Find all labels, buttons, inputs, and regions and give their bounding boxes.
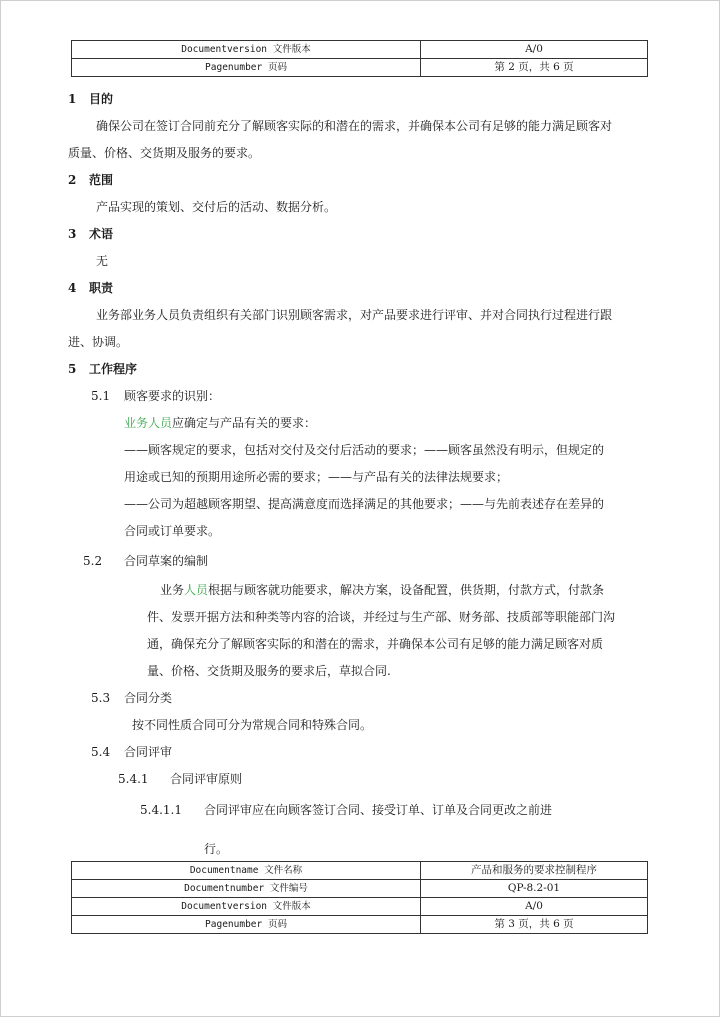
section-1-body-line: 确保公司在签订合同前充分了解顾客实际的和潜在的需求，并确保本公司有足够的能力满足顾客对 (96, 119, 613, 133)
highlighted-term: 人员 (184, 583, 209, 597)
subsection-5-4-1-heading: 5.4.1 合同评审原则 (118, 772, 243, 786)
table-row (72, 880, 648, 898)
table-row (72, 59, 648, 77)
table-row (72, 41, 648, 59)
section-4-body-line: 进、协调。 (68, 335, 129, 349)
section-4-body-line: 业务部业务人员负责组织有关部门识别顾客需求，对产品要求进行评审、并对合同执行过程进行跟 (96, 308, 613, 322)
header-info-table (71, 40, 648, 77)
doc-number-label: Documentnumber 文件编号 (72, 880, 421, 898)
table-row (72, 916, 648, 934)
section-1-heading: 1 目的 (68, 92, 114, 106)
page-number-label: Pagenumber 页码 (72, 916, 421, 934)
doc-version-label: Documentversion 文件版本 (72, 898, 421, 916)
doc-name-label: Documentname 文件名称 (72, 862, 421, 880)
subsection-5-1-intro: 业务人员应确定与产品有关的要求： (124, 416, 317, 430)
footer-info-table (71, 861, 648, 934)
doc-version-value: A/0 (421, 898, 648, 916)
section-2-body-line: 产品实现的策划、交付后的活动、数据分析。 (96, 200, 337, 214)
highlighted-term: 业务人员 (124, 416, 173, 430)
doc-name-value: 产品和服务的要求控制程序 (421, 862, 648, 880)
subsection-5-1-line: ——公司为超越顾客期望、提高满意度而选择满足的其他要求；——与先前表述存在差异的 (124, 497, 605, 511)
subsection-5-1-heading: 5.1 顾客要求的识别： (91, 389, 221, 403)
section-2-heading: 2 范围 (68, 173, 114, 187)
doc-number-value: QP-8.2-01 (421, 880, 648, 898)
table-row (72, 862, 648, 880)
table-row (72, 898, 648, 916)
subsection-5-4-1-1-line: 5.4.1.1 合同评审应在向顾客签订合同、接受订单、订单及合同更改之前进 (140, 803, 553, 817)
subsection-5-2-heading: 5.2 合同草案的编制 (83, 554, 209, 568)
section-3-heading: 3 术语 (68, 227, 114, 241)
section-3-body-line: 无 (96, 254, 109, 268)
subsection-5-3-heading: 5.3 合同分类 (91, 691, 173, 705)
doc-version-label: Documentversion 文件版本 (72, 41, 421, 59)
subsection-5-4-1-1-continuation: 行。 (204, 842, 229, 856)
doc-version-value: A/0 (421, 41, 648, 59)
page-number-value: 第 2 页，共 6 页 (421, 59, 648, 77)
subsection-5-4-heading: 5.4 合同评审 (91, 745, 173, 759)
section-5-heading: 5 工作程序 (68, 362, 138, 376)
subsection-5-1-line: 合同或订单要求。 (124, 524, 221, 538)
subsection-5-1-line: ——顾客规定的要求，包括对交付及交付后活动的要求；——顾客虽然没有明示，但规定的 (124, 443, 605, 457)
section-1-body-line: 质量、价格、交货期及服务的要求。 (68, 146, 261, 160)
subsection-5-2-line: 业务人员根据与顾客就功能要求，解决方案，设备配置，供货期，付款方式，付款条 (160, 583, 605, 597)
page-number-label: Pagenumber 页码 (72, 59, 421, 77)
subsection-5-2-line: 通，确保充分了解顾客实际的和潜在的需求，并确保本公司有足够的能力满足顾客对质 (147, 637, 604, 651)
subsection-5-3-body: 按不同性质合同可分为常规合同和特殊合同。 (132, 718, 373, 732)
section-4-heading: 4 职责 (68, 281, 114, 295)
page-number-value: 第 3 页，共 6 页 (421, 916, 648, 934)
subsection-5-2-line: 件、发票开据方法和种类等内容的洽谈，并经过与生产部、财务部、技质部等职能部门沟 (147, 610, 616, 624)
subsection-5-1-line: 用途或已知的预期用途所必需的要求；——与产品有关的法律法规要求； (124, 470, 509, 484)
subsection-5-2-line: 量、价格、交货期及服务的要求后，草拟合同. (147, 664, 391, 678)
